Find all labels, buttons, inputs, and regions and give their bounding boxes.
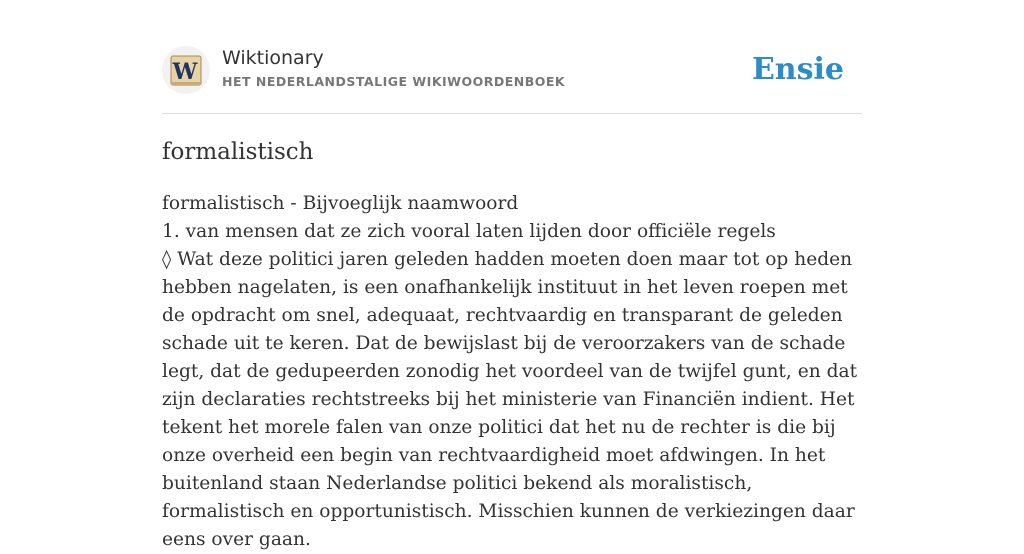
site-name[interactable]: Wiktionary	[222, 47, 324, 69]
page-title: formalistisch	[162, 139, 314, 165]
definition-heading: formalistisch - Bijvoeglijk naamwoord	[162, 193, 519, 214]
site-tagline: HET NEDERLANDSTALIGE WIKIWOORDENBOEK	[222, 74, 566, 89]
definition-text: 1. van mensen dat ze zich vooral laten lijden door officiële regels	[162, 221, 776, 242]
ensie-logo[interactable]: Ensie	[751, 52, 844, 87]
header	[162, 0, 862, 114]
page	[162, 0, 862, 550]
example-text: ◊ Wat deze politici jaren geleden hadden moeten doen maar tot op heden hebben nagelaten, is een onafhankelijk instituut in het leven roepen met de opdracht om snel, adequaat, rechtvaardig en transparant de geleden schade uit te keren. Dat de bewijslast bij de veroorzakers van de schade legt, dat de gedupeerden zonodig het voordeel van de twijfel gunt, en dat zijn declaraties rechtstreeks bij het ministerie van Financiën indient. Het tekent het morele falen van onze politici dat het nu de rechter is die bij onze overheid een begin van rechtvaardigheid moet afdwingen. In het buitenland staan Nederlandse politici bekend als moralistisch, formalistisch en opportunistisch. Misschien kunnen de verkiezingen daar eens over gaan.	[162, 249, 858, 550]
entry-content	[162, 190, 862, 554]
svg-text:W: W	[172, 59, 198, 85]
wiktionary-logo[interactable]	[162, 46, 210, 94]
wiktionary-tile-icon	[168, 52, 204, 88]
